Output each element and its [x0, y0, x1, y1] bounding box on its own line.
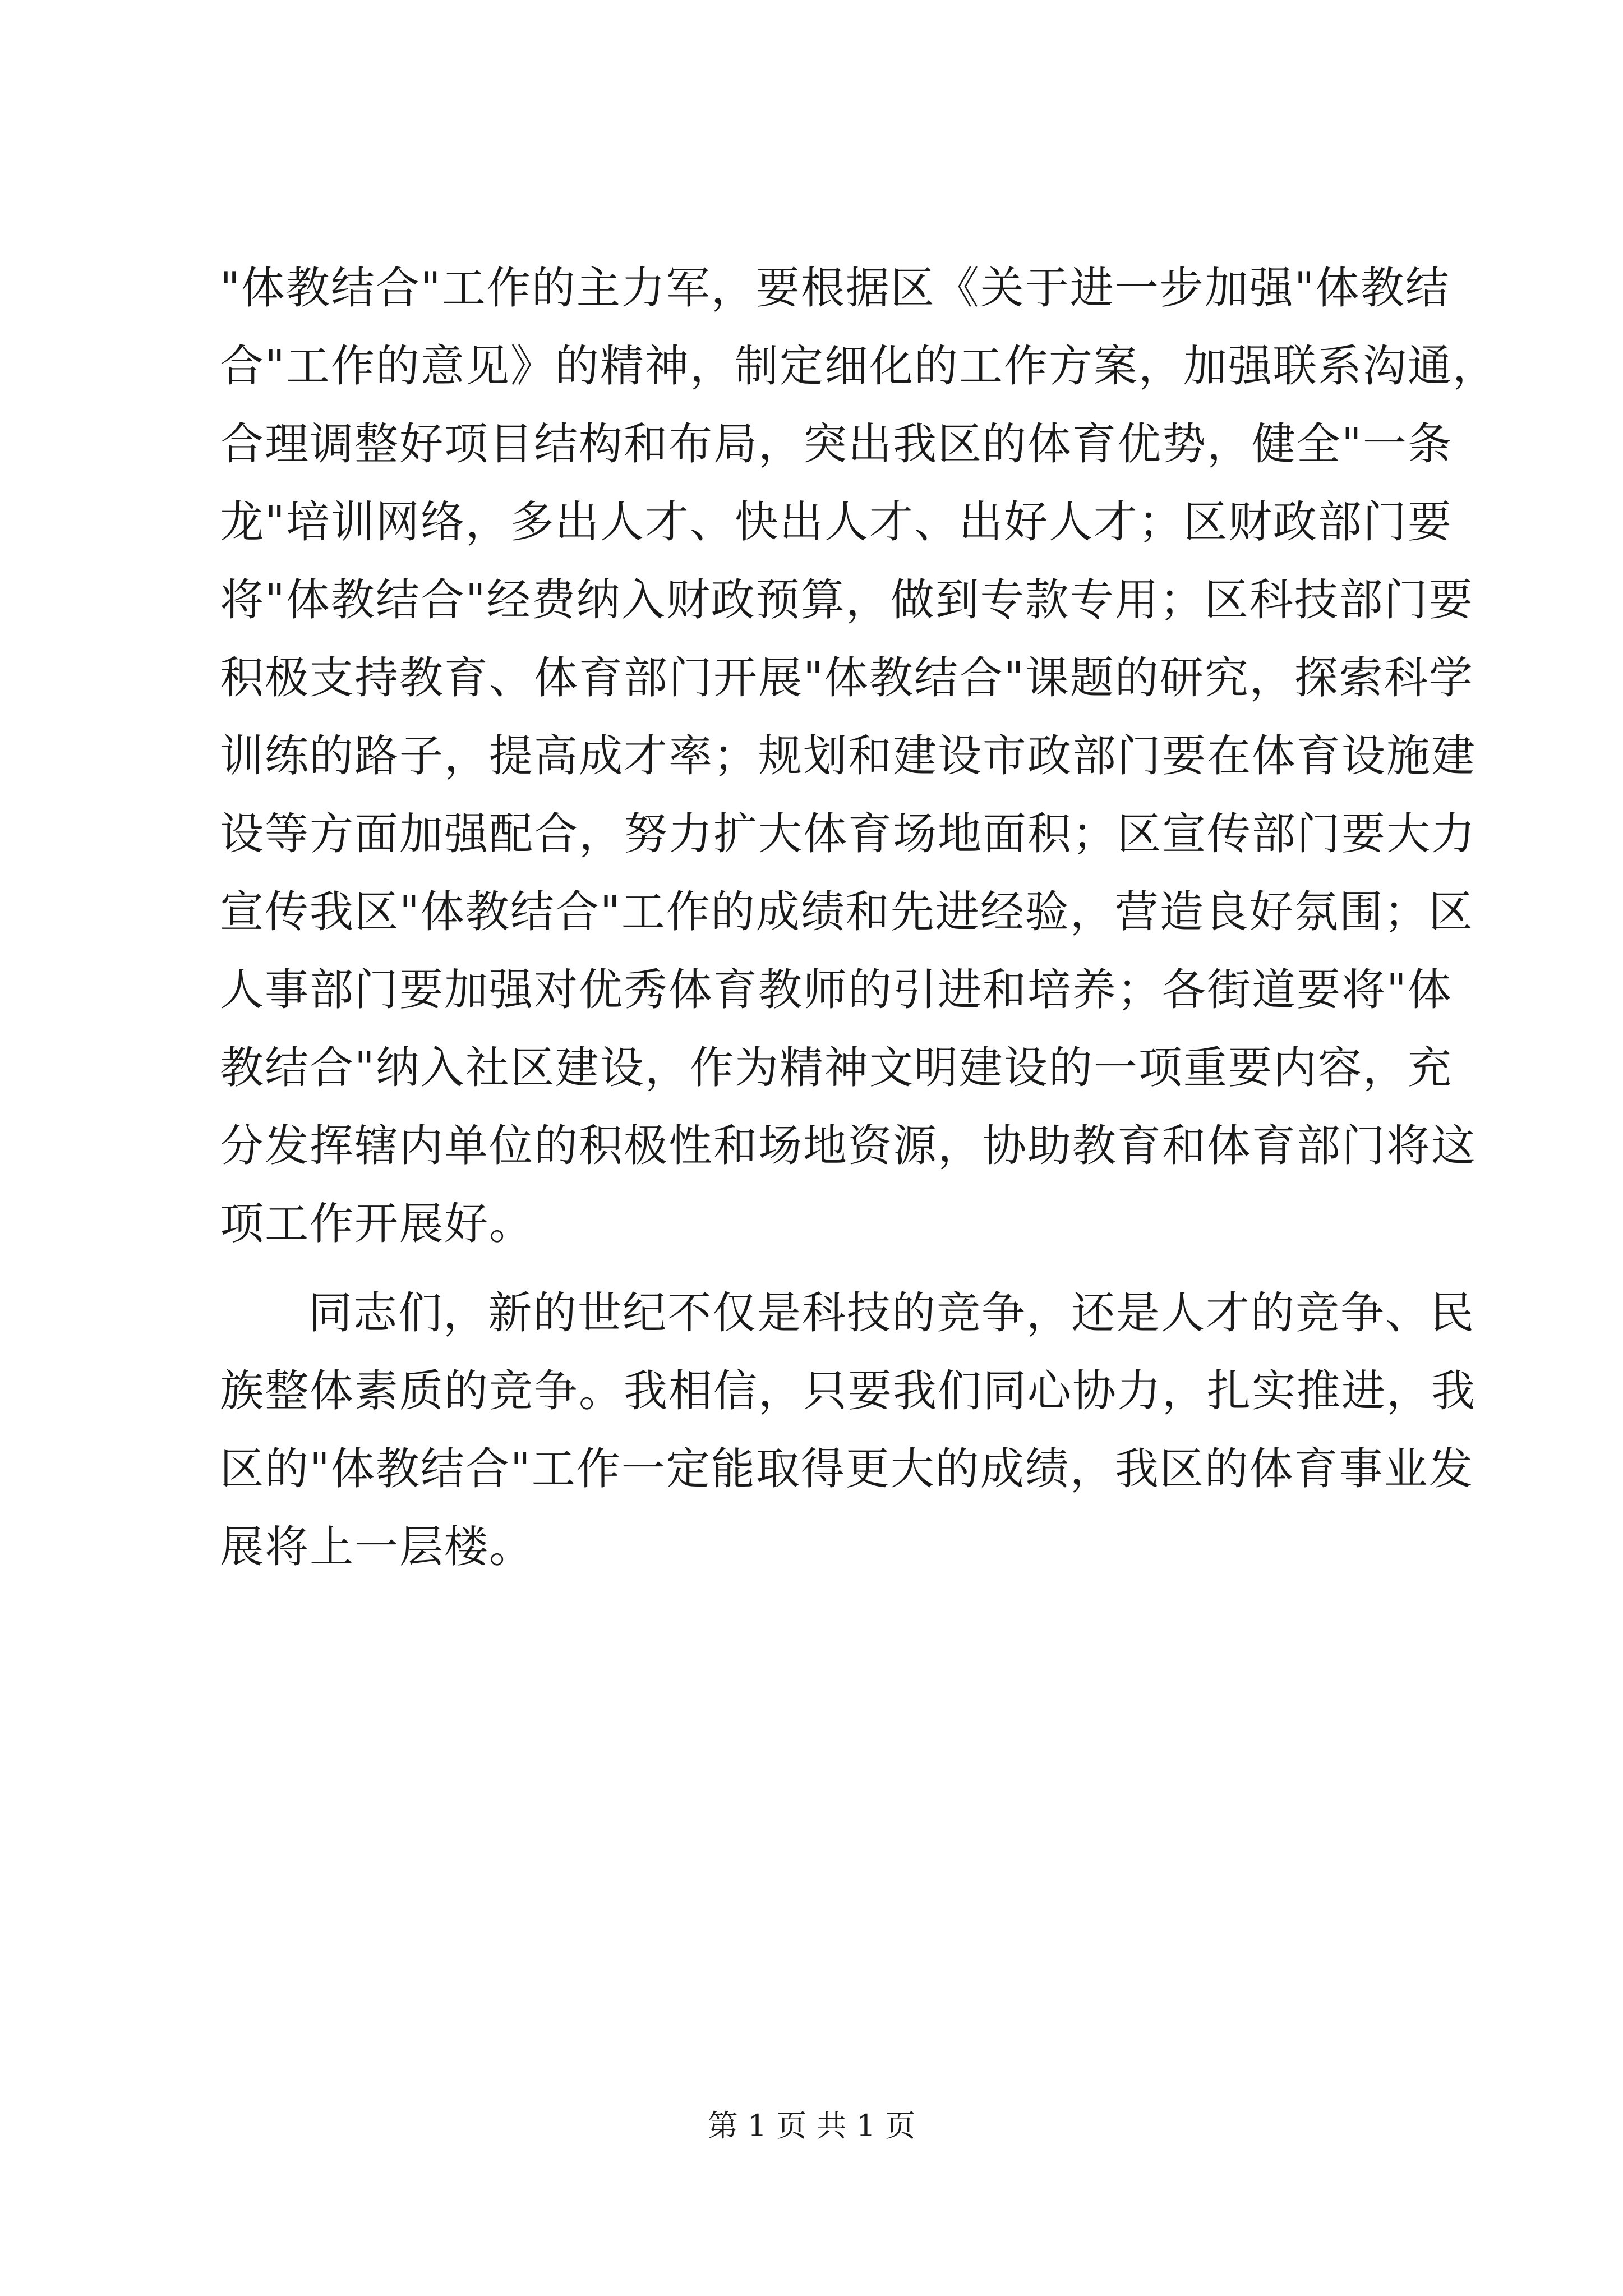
text-line: 训练的路子，提高成才率；规划和建设市政部门要在体育设施建	[220, 731, 1477, 781]
text-line: 设等方面加强配合，努力扩大体育场地面积；区宣传部门要大力	[220, 809, 1477, 859]
text-line: 同志们，新的世纪不仅是科技的竞争，还是人才的竞争、民	[308, 1288, 1476, 1338]
page-footer	[0, 2106, 1623, 2146]
text-line: 分发挥辖内单位的积极性和场地资源，协助教育和体育部门将这	[220, 1121, 1477, 1171]
text-line: 族整体素质的竞争。我相信，只要我们同心协力，扎实推进，我	[220, 1366, 1477, 1416]
text-line: 教结合"纳入社区建设，作为精神文明建设的一项重要内容，充	[220, 1043, 1453, 1093]
paragraph-spacer	[220, 1263, 1426, 1274]
document-body	[220, 250, 1497, 1586]
text-line: 展将上一层楼。	[220, 1522, 534, 1572]
text-line: 龙"培训网络，多出人才、快出人才、出好人才；区财政部门要	[220, 497, 1453, 547]
page-number-label: 第 1 页 共 1 页	[707, 2108, 916, 2143]
paragraph-1	[220, 250, 1497, 1263]
text-line: 合理调整好项目结构和布局，突出我区的体育优势，健全"一条	[220, 419, 1453, 470]
text-line: 项工作开展好。	[220, 1199, 534, 1249]
text-line: 将"体教结合"经费纳入财政预算，做到专款专用；区科技部门要	[220, 575, 1474, 625]
text-line: 积极支持教育、体育部门开展"体教结合"课题的研究，探索科学	[220, 653, 1474, 703]
text-line: "体教结合"工作的主力军，要根据区《关于进一步加强"体教结	[220, 263, 1450, 314]
text-line: 人事部门要加强对优秀体育教师的引进和培养；各街道要将"体	[220, 965, 1453, 1015]
text-line: 宣传我区"体教结合"工作的成绩和先进经验，营造良好氛围；区	[220, 887, 1474, 937]
text-line: 区的"体教结合"工作一定能取得更大的成绩，我区的体育事业发	[220, 1444, 1474, 1494]
text-line: 合"工作的意见》的精神，制定细化的工作方案，加强联系沟通，	[220, 341, 1497, 392]
paragraph-2	[220, 1274, 1477, 1586]
